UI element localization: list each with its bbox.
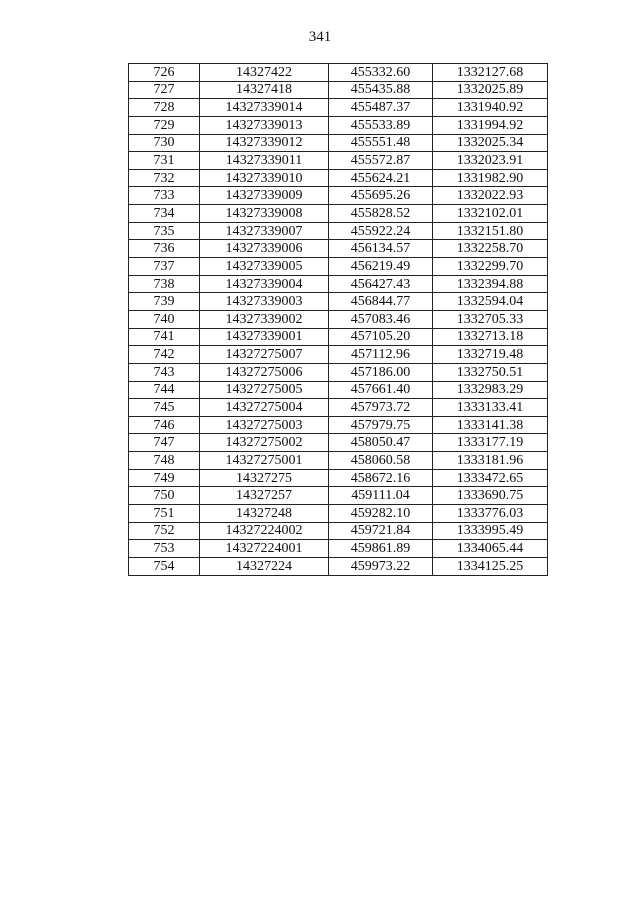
x-coordinate-cell: 456134.57 [329,240,433,258]
table-row [129,540,548,558]
table-row [129,240,548,258]
point-number-cell: 749 [129,469,200,487]
point-number-cell: 727 [129,81,200,99]
table-row [129,452,548,470]
table-row [129,505,548,523]
y-coordinate-cell: 1332983.29 [433,381,548,399]
cadastral-id-cell: 14327275006 [200,363,329,381]
point-number-cell: 728 [129,99,200,117]
table-row [129,134,548,152]
table-row [129,487,548,505]
point-number-cell: 742 [129,346,200,364]
table-row [129,522,548,540]
x-coordinate-cell: 459861.89 [329,540,433,558]
point-number-cell: 747 [129,434,200,452]
point-number-cell: 743 [129,363,200,381]
table-row [129,116,548,134]
cadastral-id-cell: 14327339014 [200,99,329,117]
cadastral-id-cell: 14327339005 [200,258,329,276]
y-coordinate-cell: 1333177.19 [433,434,548,452]
table-row [129,434,548,452]
cadastral-id-cell: 14327275003 [200,416,329,434]
point-number-cell: 751 [129,505,200,523]
x-coordinate-cell: 455624.21 [329,169,433,187]
y-coordinate-cell: 1333133.41 [433,399,548,417]
table-row [129,399,548,417]
table-row [129,275,548,293]
y-coordinate-cell: 1331940.92 [433,99,548,117]
x-coordinate-cell: 459111.04 [329,487,433,505]
cadastral-id-cell: 14327275005 [200,381,329,399]
table-row [129,469,548,487]
x-coordinate-cell: 457083.46 [329,310,433,328]
cadastral-id-cell: 14327275002 [200,434,329,452]
y-coordinate-cell: 1332025.89 [433,81,548,99]
cadastral-id-cell: 14327275 [200,469,329,487]
x-coordinate-cell: 459721.84 [329,522,433,540]
y-coordinate-cell: 1331994.92 [433,116,548,134]
point-number-cell: 750 [129,487,200,505]
point-number-cell: 738 [129,275,200,293]
point-number-cell: 752 [129,522,200,540]
y-coordinate-cell: 1332719.48 [433,346,548,364]
point-number-cell: 733 [129,187,200,205]
table-row [129,416,548,434]
x-coordinate-cell: 455828.52 [329,205,433,223]
y-coordinate-cell: 1332151.80 [433,222,548,240]
y-coordinate-cell: 1332023.91 [433,152,548,170]
point-number-cell: 744 [129,381,200,399]
point-number-cell: 737 [129,258,200,276]
x-coordinate-cell: 455435.88 [329,81,433,99]
x-coordinate-cell: 455551.48 [329,134,433,152]
y-coordinate-cell: 1333995.49 [433,522,548,540]
point-number-cell: 748 [129,452,200,470]
point-number-cell: 739 [129,293,200,311]
cadastral-id-cell: 14327275001 [200,452,329,470]
cadastral-id-cell: 14327339008 [200,205,329,223]
cadastral-id-cell: 14327257 [200,487,329,505]
table-body [129,64,548,576]
table-row [129,99,548,117]
page-number: 341 [308,29,332,45]
table-row [129,328,548,346]
cadastral-id-cell: 14327224 [200,557,329,575]
x-coordinate-cell: 457105.20 [329,328,433,346]
point-number-cell: 726 [129,64,200,82]
x-coordinate-cell: 458050.47 [329,434,433,452]
point-number-cell: 732 [129,169,200,187]
cadastral-id-cell: 14327418 [200,81,329,99]
y-coordinate-cell: 1332025.34 [433,134,548,152]
x-coordinate-cell: 455572.87 [329,152,433,170]
cadastral-id-cell: 14327339009 [200,187,329,205]
y-coordinate-cell: 1333472.65 [433,469,548,487]
point-number-cell: 753 [129,540,200,558]
y-coordinate-cell: 1332394.88 [433,275,548,293]
cadastral-id-cell: 14327339011 [200,152,329,170]
cadastral-id-cell: 14327275004 [200,399,329,417]
x-coordinate-cell: 458672.16 [329,469,433,487]
y-coordinate-cell: 1332258.70 [433,240,548,258]
table-row [129,169,548,187]
y-coordinate-cell: 1332102.01 [433,205,548,223]
table-row [129,363,548,381]
table-row [129,293,548,311]
coordinates-table [128,63,548,576]
x-coordinate-cell: 455487.37 [329,99,433,117]
x-coordinate-cell: 457979.75 [329,416,433,434]
y-coordinate-cell: 1332750.51 [433,363,548,381]
cadastral-id-cell: 14327224002 [200,522,329,540]
point-number-cell: 746 [129,416,200,434]
x-coordinate-cell: 455695.26 [329,187,433,205]
y-coordinate-cell: 1332022.93 [433,187,548,205]
table-row [129,381,548,399]
y-coordinate-cell: 1332594.04 [433,293,548,311]
point-number-cell: 735 [129,222,200,240]
cadastral-id-cell: 14327339004 [200,275,329,293]
x-coordinate-cell: 457661.40 [329,381,433,399]
y-coordinate-cell: 1332127.68 [433,64,548,82]
point-number-cell: 729 [129,116,200,134]
cadastral-id-cell: 14327339001 [200,328,329,346]
cadastral-id-cell: 14327339010 [200,169,329,187]
x-coordinate-cell: 457112.96 [329,346,433,364]
y-coordinate-cell: 1332713.18 [433,328,548,346]
cadastral-id-cell: 14327422 [200,64,329,82]
table-row [129,81,548,99]
x-coordinate-cell: 456219.49 [329,258,433,276]
x-coordinate-cell: 456427.43 [329,275,433,293]
table-row [129,187,548,205]
table-row [129,64,548,82]
y-coordinate-cell: 1333776.03 [433,505,548,523]
x-coordinate-cell: 455533.89 [329,116,433,134]
cadastral-id-cell: 14327339012 [200,134,329,152]
y-coordinate-cell: 1333690.75 [433,487,548,505]
table-row [129,205,548,223]
y-coordinate-cell: 1334065.44 [433,540,548,558]
x-coordinate-cell: 459282.10 [329,505,433,523]
cadastral-id-cell: 14327339006 [200,240,329,258]
table-row [129,346,548,364]
y-coordinate-cell: 1333181.96 [433,452,548,470]
point-number-cell: 736 [129,240,200,258]
x-coordinate-cell: 455922.24 [329,222,433,240]
y-coordinate-cell: 1333141.38 [433,416,548,434]
cadastral-id-cell: 14327224001 [200,540,329,558]
cadastral-id-cell: 14327339007 [200,222,329,240]
point-number-cell: 741 [129,328,200,346]
table-row [129,310,548,328]
y-coordinate-cell: 1332299.70 [433,258,548,276]
x-coordinate-cell: 455332.60 [329,64,433,82]
table-row [129,222,548,240]
x-coordinate-cell: 459973.22 [329,557,433,575]
table-row [129,557,548,575]
y-coordinate-cell: 1334125.25 [433,557,548,575]
x-coordinate-cell: 456844.77 [329,293,433,311]
x-coordinate-cell: 457186.00 [329,363,433,381]
x-coordinate-cell: 458060.58 [329,452,433,470]
point-number-cell: 731 [129,152,200,170]
point-number-cell: 745 [129,399,200,417]
coordinates-table-container [128,63,548,576]
cadastral-id-cell: 14327248 [200,505,329,523]
x-coordinate-cell: 457973.72 [329,399,433,417]
cadastral-id-cell: 14327275007 [200,346,329,364]
point-number-cell: 740 [129,310,200,328]
cadastral-id-cell: 14327339002 [200,310,329,328]
point-number-cell: 730 [129,134,200,152]
table-row [129,152,548,170]
y-coordinate-cell: 1331982.90 [433,169,548,187]
cadastral-id-cell: 14327339013 [200,116,329,134]
y-coordinate-cell: 1332705.33 [433,310,548,328]
cadastral-id-cell: 14327339003 [200,293,329,311]
table-row [129,258,548,276]
point-number-cell: 734 [129,205,200,223]
point-number-cell: 754 [129,557,200,575]
